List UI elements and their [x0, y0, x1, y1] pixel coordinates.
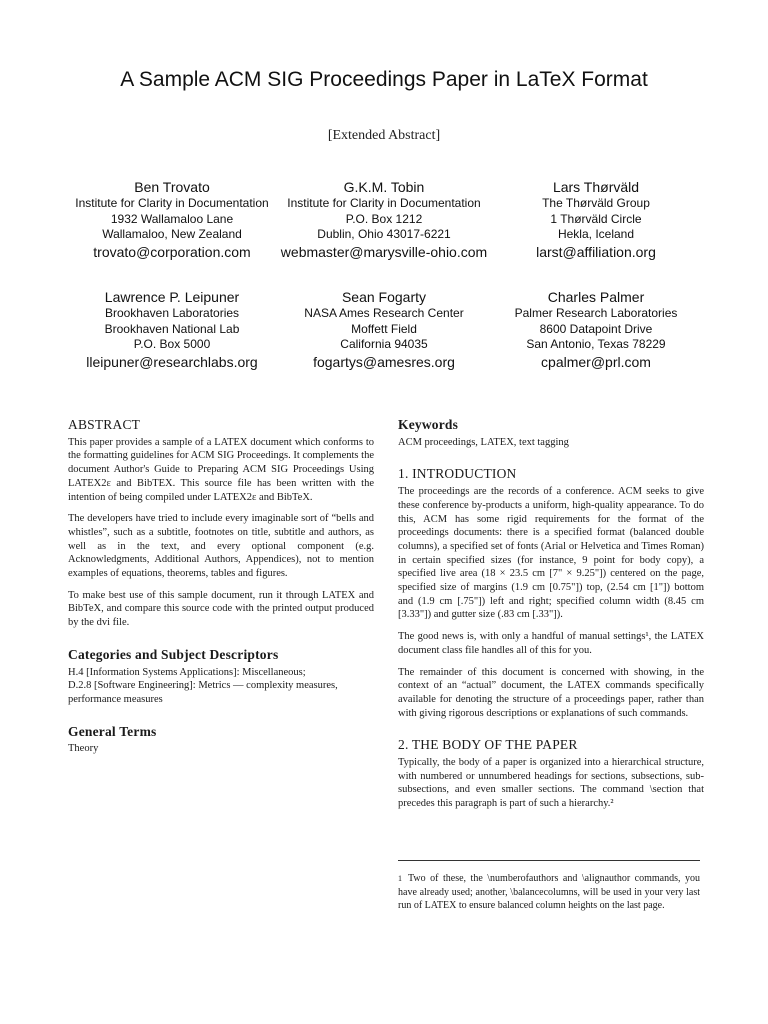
- author-email: fogartys@amesres.org: [313, 353, 455, 370]
- author-block: [278, 288, 490, 371]
- keywords-section: [398, 418, 704, 449]
- abstract-section: [68, 418, 374, 630]
- author-address: 8600 Datapoint Drive: [539, 321, 653, 336]
- right-column: [398, 418, 704, 829]
- author-affiliation: NASA Ames Research Center: [304, 306, 464, 320]
- author-address: 1932 Wallamaloo Lane: [110, 211, 234, 226]
- abstract-paragraph: The developers have tried to include every imaginable sort of “bells and whistles”, such as a subtitle, footnotes on title, subtitle and authors, as well as in the text, and every optional component (e.g. Acknowledgments, Additional Authors, Appendices), not to mention examples of equations, theorems, tables and figures.: [68, 513, 374, 580]
- left-column: [68, 418, 374, 774]
- categories-section: [68, 648, 374, 707]
- author-name: Lars Thørväld: [552, 179, 640, 195]
- author-block: [278, 178, 490, 261]
- author-affiliation: Palmer Research Laboratories: [514, 306, 678, 320]
- body-section: [398, 738, 704, 811]
- author-city: San Antonio, Texas 78229: [526, 337, 666, 351]
- author-city: Wallamaloo, New Zealand: [102, 227, 242, 241]
- introduction-paragraph: The remainder of this document is concerned with showing, in the context of an “actual” document, the LATEX commands specifically available for denoting the structure of a proceedings paper, rather than with giving rigorous descriptions or explanations of such commands.: [398, 666, 704, 719]
- author-city: California 94035: [340, 337, 428, 351]
- keywords-heading: Keywords: [398, 417, 459, 432]
- author-email: trovato@corporation.com: [93, 243, 251, 260]
- author-name: Sean Fogarty: [341, 289, 427, 305]
- introduction-heading: 1. INTRODUCTION: [398, 466, 517, 482]
- footnote-text: Two of these, the \numberofauthors and \alignauthor commands, you have already used; another, \balancecolumns, will be used in your very last run of LATEX to ensure balanced column heights on the last page.: [398, 873, 700, 911]
- categories-heading: Categories and Subject Descriptors: [68, 646, 279, 662]
- body-paragraph: Typically, the body of a paper is organized into a hierarchical structure, with numbered or unnumbered headings for sections, subsections, sub-subsections, and even smaller sections. The command \section that precedes this paragraph is part of such a hierarchy.²: [398, 757, 704, 810]
- author-address: Brookhaven National Lab: [104, 321, 240, 336]
- introduction-section: [398, 467, 704, 720]
- general-terms-text: Theory: [68, 743, 99, 755]
- author-email: lleipuner@researchlabs.org: [86, 353, 258, 370]
- author-name: G.K.M. Tobin: [343, 179, 425, 195]
- paper-title: A Sample ACM SIG Proceedings Paper in LaTeX Format: [120, 68, 648, 91]
- introduction-paragraph: The proceedings are the records of a conference. ACM seeks to give these conference by-products a uniform, high-quality appearance. To do this, ACM has some rigid requirements for the format of the proceedings documents: there is a specified format (balanced double columns), a specified set of fonts (Arial or Helvetica and Times Roman) in certain specified sizes (for instance, 9 point for body copy), a specified live area (18 × 23.5 cm [7" × 9.25"]) centered on the page, specified size of margins (1.9 cm [0.75"]) top, (2.54 cm [1"]) bottom and (1.9 cm [.75"]) left and right; specified column width (8.45 cm [3.33"]) and gutter size (.83 cm [.33"]).: [398, 486, 704, 621]
- footnote: [398, 872, 700, 913]
- author-name: Charles Palmer: [547, 289, 645, 305]
- author-name: Ben Trovato: [134, 179, 210, 195]
- author-address: 1 Thørväld Circle: [550, 211, 642, 226]
- author-name: Lawrence P. Leipuner: [104, 289, 240, 305]
- author-city: Hekla, Iceland: [557, 227, 635, 241]
- footnote-mark: 1: [398, 874, 402, 883]
- paper-subtitle: [Extended Abstract]: [327, 128, 441, 143]
- author-address: Moffett Field: [351, 321, 417, 336]
- general-terms-section: [68, 725, 374, 756]
- author-block: [66, 178, 278, 261]
- introduction-paragraph: The good news is, with only a handful of manual settings¹, the LATEX document class file handles all of this for you.: [398, 631, 704, 656]
- footnote-divider: [398, 860, 700, 861]
- author-affiliation: The Thørväld Group: [542, 196, 650, 210]
- category-line: H.4 [Information Systems Applications]: Miscellaneous;: [68, 666, 306, 678]
- body-heading: 2. THE BODY OF THE PAPER: [398, 737, 578, 753]
- author-email: cpalmer@prl.com: [541, 353, 651, 370]
- author-block: [66, 288, 278, 371]
- author-block: [490, 178, 702, 261]
- author-affiliation: Institute for Clarity in Documentation: [287, 196, 481, 210]
- author-email: webmaster@marysville-ohio.com: [280, 243, 488, 260]
- author-block: [490, 288, 702, 371]
- author-address: P.O. Box 1212: [345, 211, 423, 226]
- author-city: Dublin, Ohio 43017-6221: [317, 227, 451, 241]
- category-line: D.2.8 [Software Engineering]: Metrics — complexity measures, performance measures: [68, 680, 338, 705]
- abstract-heading: ABSTRACT: [68, 417, 141, 432]
- keywords-text: ACM proceedings, LATEX, text tagging: [398, 436, 569, 448]
- author-city: P.O. Box 5000: [133, 337, 211, 351]
- author-email: larst@affiliation.org: [536, 243, 656, 260]
- general-terms-heading: General Terms: [68, 723, 157, 739]
- abstract-paragraph: This paper provides a sample of a LATEX document which conforms to the formatting guidelines for ACM SIG Proceedings. It complements the document Author's Guide to Preparing ACM SIG Proceedings Using LATEX2ε and BibTEX. This source file has been written with the intention of being compiled under LATEX2ε and BibTeX.: [68, 436, 374, 503]
- author-affiliation: Institute for Clarity in Documentation: [75, 196, 269, 210]
- abstract-paragraph: To make best use of this sample document, run it through LATEX and BibTeX, and compare this source code with the printed output produced by the dvi file.: [68, 589, 374, 629]
- author-affiliation: Brookhaven Laboratories: [104, 306, 240, 320]
